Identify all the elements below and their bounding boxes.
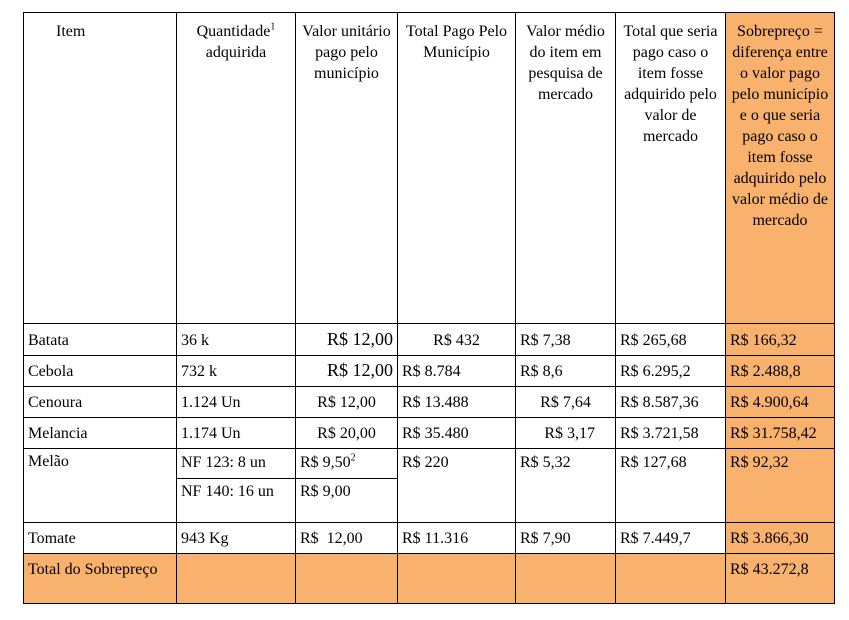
sobrepreco-table [23, 12, 835, 604]
table-row [24, 356, 835, 387]
cell-sobrepreco: R$ 3.866,30 [726, 523, 835, 554]
header-valor-medio: Valor médio do item em pesquisa de mercado [516, 13, 616, 324]
header-quantidade: Quantidade$^1$ adquirida [177, 13, 296, 324]
cell-valor-medio: R$ 3,17 [516, 418, 616, 449]
cell-valor-medio: R$ 7,38 [516, 324, 616, 356]
cell-valor-unitario: R$ 9,00 [296, 479, 398, 523]
cell-quantidade: 1.174 Un [177, 418, 296, 449]
cell-valor-unitario: R$ 12,00 [296, 387, 398, 418]
cell-sobrepreco: R$ 4.900,64 [726, 387, 835, 418]
cell-total-mercado: R$ 3.721,58 [616, 418, 726, 449]
table-row [24, 387, 835, 418]
cell-quantidade: 943 Kg [177, 523, 296, 554]
cell-valor-unitario: R$ 12,00 [296, 324, 398, 356]
cell-quantidade: NF 140: 16 un [177, 479, 296, 523]
cell-total-pago: R$ 432 [398, 324, 516, 356]
cell-valor-medio: R$ 7,90 [516, 523, 616, 554]
cell-valor-medio: R$ 5,32 [516, 449, 616, 523]
cell-quantidade: 36 k [177, 324, 296, 356]
cell-item: Cebola [24, 356, 177, 387]
cell-item: Cenoura [24, 387, 177, 418]
cell-valor-unitario: R$ 20,00 [296, 418, 398, 449]
table-row [24, 449, 835, 479]
cell-item: Batata [24, 324, 177, 356]
header-sobrepreco: Sobrepreço = diferença entre o valor pago pelo município e o que seria pago caso o item fosse adquirido pelo valor médio de mercado [726, 13, 835, 324]
header-total-pago: Total Pago Pelo Município [398, 13, 516, 324]
header-row [24, 13, 835, 324]
cell-valor-unitario: R$ 9,50$^2$ [296, 449, 398, 479]
header-valor-unitario: Valor unitário pago pelo município [296, 13, 398, 324]
header-item: Item [24, 13, 177, 324]
cell-quantidade: 1.124 Un [177, 387, 296, 418]
total-row [24, 554, 835, 604]
cell-total-mercado: R$ 265,68 [616, 324, 726, 356]
total-sobrepreco: R$ 43.272,8 [726, 554, 835, 604]
cell-item: Tomate [24, 523, 177, 554]
cell-sobrepreco: R$ 31.758,42 [726, 418, 835, 449]
total-empty [296, 554, 398, 604]
table-row [24, 324, 835, 356]
cell-total-mercado: R$ 8.587,36 [616, 387, 726, 418]
total-empty [177, 554, 296, 604]
cell-sobrepreco: R$ 2.488,8 [726, 356, 835, 387]
table-row [24, 523, 835, 554]
cell-valor-medio: R$ 7,64 [516, 387, 616, 418]
cell-total-mercado: R$ 7.449,7 [616, 523, 726, 554]
cell-quantidade: NF 123: 8 un [177, 449, 296, 479]
cell-quantidade: 732 k [177, 356, 296, 387]
cell-total-mercado: R$ 127,68 [616, 449, 726, 523]
cell-total-pago: R$ 8.784 [398, 356, 516, 387]
total-empty [516, 554, 616, 604]
cell-total-pago: R$ 220 [398, 449, 516, 523]
table-row [24, 418, 835, 449]
cell-total-pago: R$ 35.480 [398, 418, 516, 449]
total-empty [616, 554, 726, 604]
cell-valor-unitario: R$ 12,00 [296, 523, 398, 554]
cell-valor-medio: R$ 8,6 [516, 356, 616, 387]
cell-valor-unitario: R$ 12,00 [296, 356, 398, 387]
cell-total-pago: R$ 13.488 [398, 387, 516, 418]
header-total-mercado: Total que seria pago caso o item fosse adquirido pelo valor de mercado [616, 13, 726, 324]
cell-item: Melancia [24, 418, 177, 449]
total-label: Total do Sobrepreço [24, 554, 177, 604]
cell-sobrepreco: R$ 92,32 [726, 449, 835, 523]
total-empty [398, 554, 516, 604]
cell-item: Melão [24, 449, 177, 523]
cell-total-pago: R$ 11.316 [398, 523, 516, 554]
cell-total-mercado: R$ 6.295,2 [616, 356, 726, 387]
cell-sobrepreco: R$ 166,32 [726, 324, 835, 356]
